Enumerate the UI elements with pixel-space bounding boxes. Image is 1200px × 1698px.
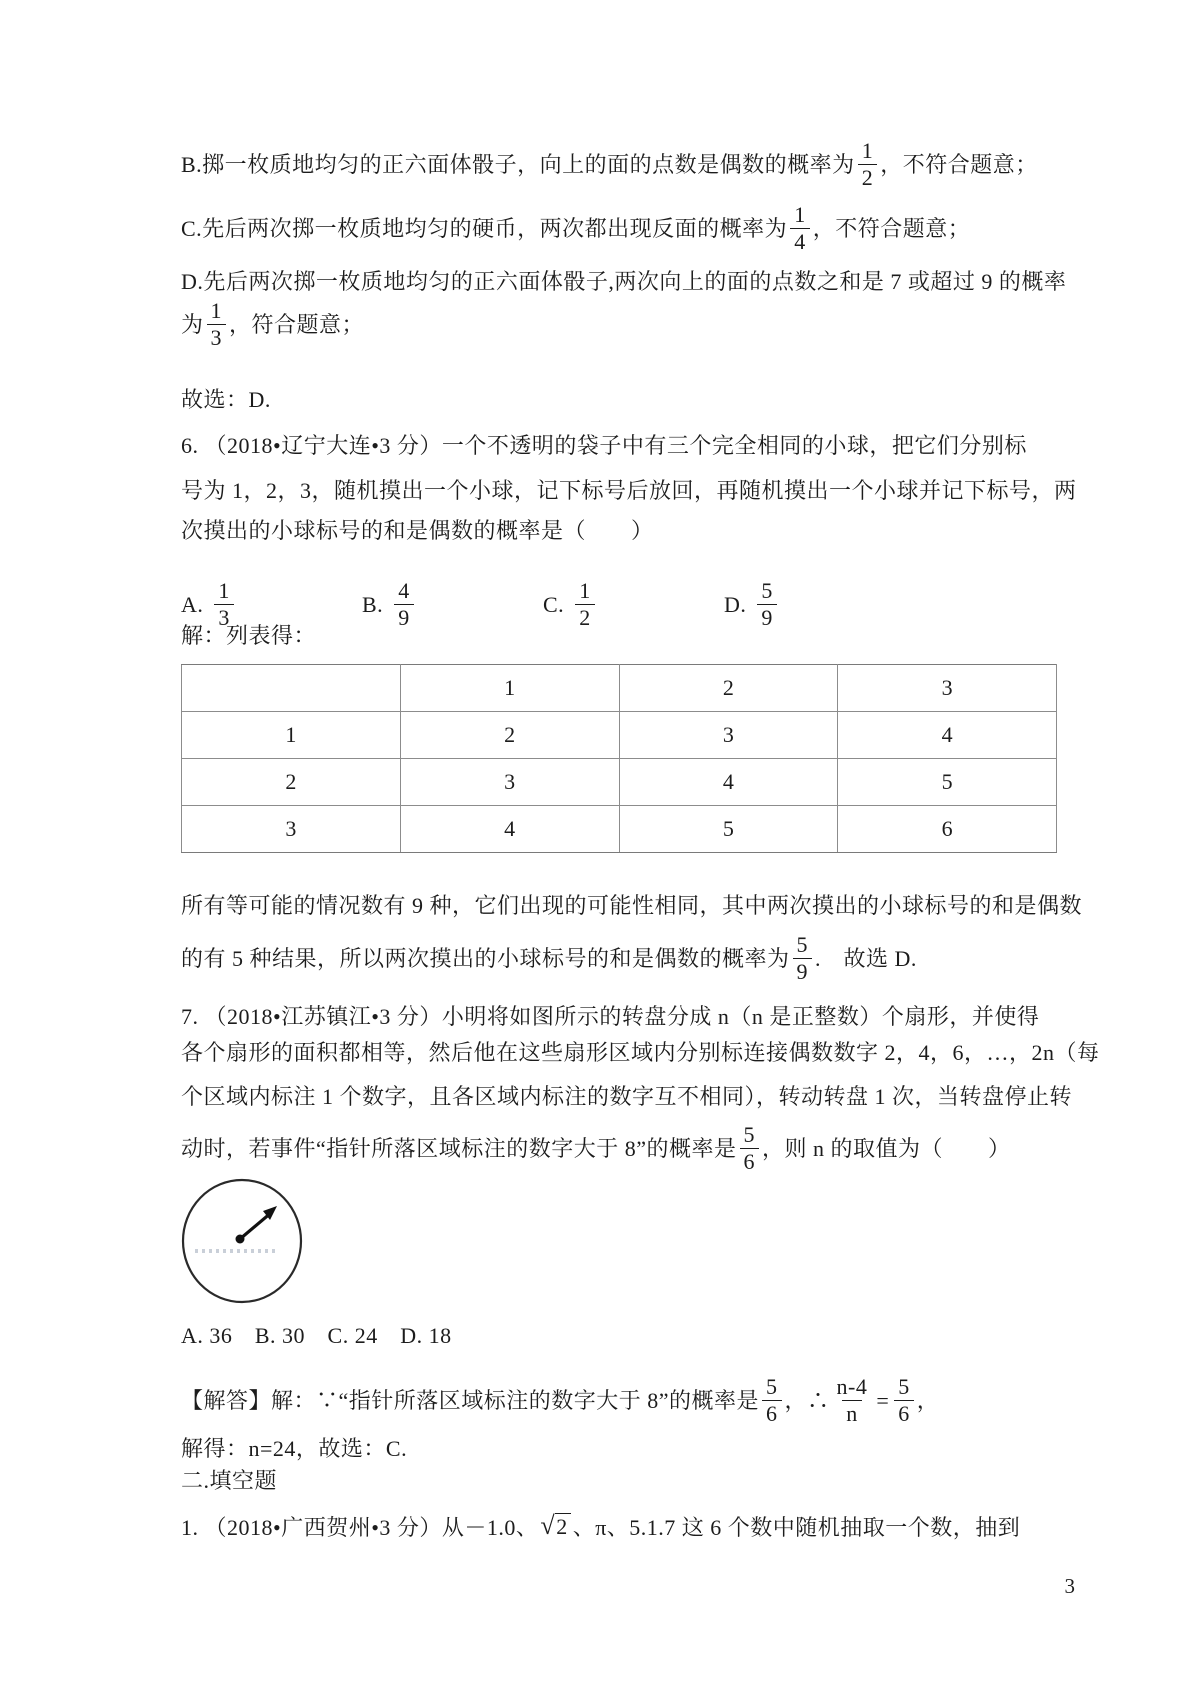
q7-solution-pre: 【解答】解：∵“指针所落区域标注的数字大于 8”的概率是 bbox=[181, 1387, 760, 1413]
q6-solution-line2 bbox=[181, 922, 1045, 994]
fraction-1-4 bbox=[790, 202, 810, 254]
fraction-denominator: 2 bbox=[858, 164, 878, 190]
fraction-denominator: 4 bbox=[790, 228, 810, 254]
q6-stem-text2: 号为 1，2，3，随机摸出一个小球，记下标号后放回，再随机摸出一个小球并记下标号，两 bbox=[181, 478, 1077, 503]
q7-stem-line2 bbox=[181, 1039, 1100, 1066]
q5-option-c-line bbox=[181, 192, 1045, 264]
fraction-5-9 bbox=[793, 932, 813, 984]
spinner-diagram bbox=[180, 1178, 306, 1304]
table-row bbox=[182, 712, 1057, 759]
fraction-5-6 bbox=[762, 1374, 782, 1426]
fraction-numerator: 1 bbox=[210, 298, 223, 324]
q6-stem-text3: 次摸出的小球标号的和是偶数的概率是（ ） bbox=[181, 518, 654, 543]
fraction-numerator: 5 bbox=[898, 1374, 910, 1400]
fraction-numerator: 1 bbox=[861, 138, 874, 164]
fraction-denominator: 6 bbox=[740, 1148, 760, 1174]
fraction-5-6 bbox=[740, 1122, 760, 1174]
table-cell: 6 bbox=[838, 806, 1057, 853]
fraction-denominator: 2 bbox=[575, 604, 595, 630]
q7-stem-text4: 动时，若事件“指针所落区域标注的数字大于 8”的概率是 bbox=[181, 1135, 737, 1161]
table-cell bbox=[182, 665, 401, 712]
fraction-numerator: 1 bbox=[218, 578, 230, 604]
q7-solution-end-line bbox=[181, 1435, 1045, 1462]
q6-option-d-label: D. bbox=[724, 591, 747, 617]
q6-solution-text1: 所有等可能的情况数有 9 种，它们出现的可能性相同，其中两次摸出的小球标号的和是偶数 bbox=[181, 893, 1083, 918]
q7-solution-post: ， bbox=[916, 1387, 940, 1413]
q7-stem-line1 bbox=[181, 1003, 1045, 1030]
q7-stem-text3: 个区域内标注 1 个数字，且各区域内标注的数字互不相同），转动转盘 1 次，当转盘停止转 bbox=[181, 1084, 1073, 1109]
table-cell: 5 bbox=[619, 806, 838, 853]
fill1-line bbox=[181, 1506, 1045, 1548]
sqrt-2 bbox=[540, 1513, 570, 1540]
fraction-denominator: 6 bbox=[894, 1400, 914, 1426]
q6-stem-line2 bbox=[181, 477, 1077, 504]
fraction-n-4-over-n bbox=[833, 1374, 872, 1426]
q7-stem-text2: 各个扇形的面积都相等，然后他在这些扇形区域内分别标连接偶数数字 2，4，6，…，2n（每 bbox=[181, 1040, 1100, 1065]
fraction-numerator: 1 bbox=[794, 202, 806, 228]
q6-option-a-label: A. bbox=[181, 591, 204, 617]
table-cell: 3 bbox=[619, 712, 838, 759]
page-number: 3 bbox=[1064, 1574, 1075, 1598]
q7-solution-line bbox=[181, 1364, 1045, 1436]
fraction-denominator: 9 bbox=[757, 604, 777, 630]
fill1-pre-text: 1. （2018•广西贺州•3 分）从－1.0、 bbox=[181, 1514, 539, 1540]
table-row bbox=[182, 759, 1057, 806]
fraction-numerator: 4 bbox=[398, 578, 410, 604]
q6-solution-text2: 的有 5 种结果，所以两次摸出的小球标号的和是偶数的概率为 bbox=[181, 945, 790, 971]
fraction-denominator: n bbox=[842, 1400, 862, 1426]
q7-stem-text1: 7. （2018•江苏镇江•3 分）小明将如图所示的转盘分成 n（n 是正整数）个扇形，并使得 bbox=[181, 1004, 1040, 1029]
q6-option-b-label: B. bbox=[362, 591, 384, 617]
fraction-denominator: 9 bbox=[793, 958, 813, 984]
table-cell: 3 bbox=[182, 806, 401, 853]
q5-option-d-text: D.先后两次掷一枚质地均匀的正六面体骰子,两次向上的面的点数之和是 7 或超过 9 的概率 bbox=[181, 269, 1067, 294]
fill1-post-text: 、π、5.1.7 这 6 个数中随机抽取一个数，抽到 bbox=[572, 1514, 1021, 1540]
q6-enumeration-table bbox=[181, 664, 1057, 853]
fraction-denominator: 3 bbox=[214, 604, 234, 630]
table-cell: 3 bbox=[400, 759, 619, 806]
q5-answer-line bbox=[181, 386, 1045, 413]
q6-stem-line1 bbox=[181, 432, 1045, 459]
table-cell: 5 bbox=[838, 759, 1057, 806]
radicand: 2 bbox=[555, 1513, 571, 1540]
q5-option-b-line bbox=[181, 128, 1045, 200]
table-cell: 2 bbox=[400, 712, 619, 759]
fraction-1-2 bbox=[858, 138, 878, 190]
fraction-numerator: n-4 bbox=[836, 1374, 868, 1400]
fraction-numerator: 5 bbox=[743, 1122, 756, 1148]
fraction-numerator: 1 bbox=[579, 578, 591, 604]
table-cell: 4 bbox=[400, 806, 619, 853]
table-cell: 4 bbox=[838, 712, 1057, 759]
table-row bbox=[182, 665, 1057, 712]
radical-sign: √ bbox=[540, 1511, 556, 1541]
q5-answer-text: 故选：D. bbox=[181, 387, 271, 412]
q7-stem-text4-suffix: ，则 n 的取值为（ ） bbox=[762, 1135, 1011, 1161]
fraction-numerator: 5 bbox=[796, 932, 809, 958]
table-cell: 2 bbox=[619, 665, 838, 712]
fraction-1-3 bbox=[207, 298, 227, 350]
fraction-denominator: 9 bbox=[394, 604, 414, 630]
q7-solution-end-text: 解得：n=24，故选：C. bbox=[181, 1436, 408, 1461]
table-row bbox=[182, 806, 1057, 853]
table-cell: 2 bbox=[182, 759, 401, 806]
spinner-center-dot bbox=[236, 1235, 245, 1244]
fraction-numerator: 5 bbox=[761, 578, 773, 604]
spinner-circle-icon bbox=[180, 1178, 306, 1304]
q5-option-d-line2 bbox=[181, 288, 1045, 360]
table-cell: 3 bbox=[838, 665, 1057, 712]
q5-option-d2-text: 为 bbox=[181, 311, 204, 337]
table-cell: 1 bbox=[400, 665, 619, 712]
section2-heading bbox=[181, 1467, 1045, 1494]
fraction-denominator: 3 bbox=[207, 324, 227, 350]
q6-solution-intro bbox=[181, 622, 1045, 649]
q6-solution-line1 bbox=[181, 892, 1083, 919]
q5-option-b-text: B.掷一枚质地均匀的正六面体骰子，向上的面的点数是偶数的概率为 bbox=[181, 151, 855, 177]
q5-option-d2-suffix: ，符合题意； bbox=[229, 311, 365, 337]
q5-option-b-suffix: ，不符合题意； bbox=[880, 151, 1038, 177]
q7-stem-line4 bbox=[181, 1112, 1045, 1184]
q6-stem-line3 bbox=[181, 517, 1045, 544]
table-cell: 4 bbox=[619, 759, 838, 806]
q7-stem-line3 bbox=[181, 1083, 1073, 1110]
table-cell: 1 bbox=[182, 712, 401, 759]
q5-option-c-suffix: ，不符合题意； bbox=[812, 215, 971, 241]
q6-solution-intro-text: 解：列表得： bbox=[181, 623, 317, 648]
q6-stem-text1: 6. （2018•辽宁大连•3 分）一个不透明的袋子中有三个完全相同的小球，把它们分别标 bbox=[181, 433, 1027, 458]
q6-solution-answer: . 故选 D. bbox=[815, 945, 917, 971]
q7-options-text: A. 36 B. 30 C. 24 D. 18 bbox=[181, 1323, 452, 1348]
fraction-denominator: 6 bbox=[762, 1400, 782, 1426]
fraction-numerator: 5 bbox=[766, 1374, 778, 1400]
q5-option-c-text: C.先后两次掷一枚质地均匀的硬币，两次都出现反面的概率为 bbox=[181, 215, 788, 241]
equals-sign: = bbox=[876, 1387, 890, 1413]
q7-options-line bbox=[181, 1322, 1045, 1349]
section2-title-text: 二.填空题 bbox=[181, 1468, 278, 1493]
q7-solution-mid: ，∴ bbox=[784, 1387, 830, 1413]
fraction-5-6 bbox=[894, 1374, 914, 1426]
q6-option-c-label: C. bbox=[543, 591, 565, 617]
